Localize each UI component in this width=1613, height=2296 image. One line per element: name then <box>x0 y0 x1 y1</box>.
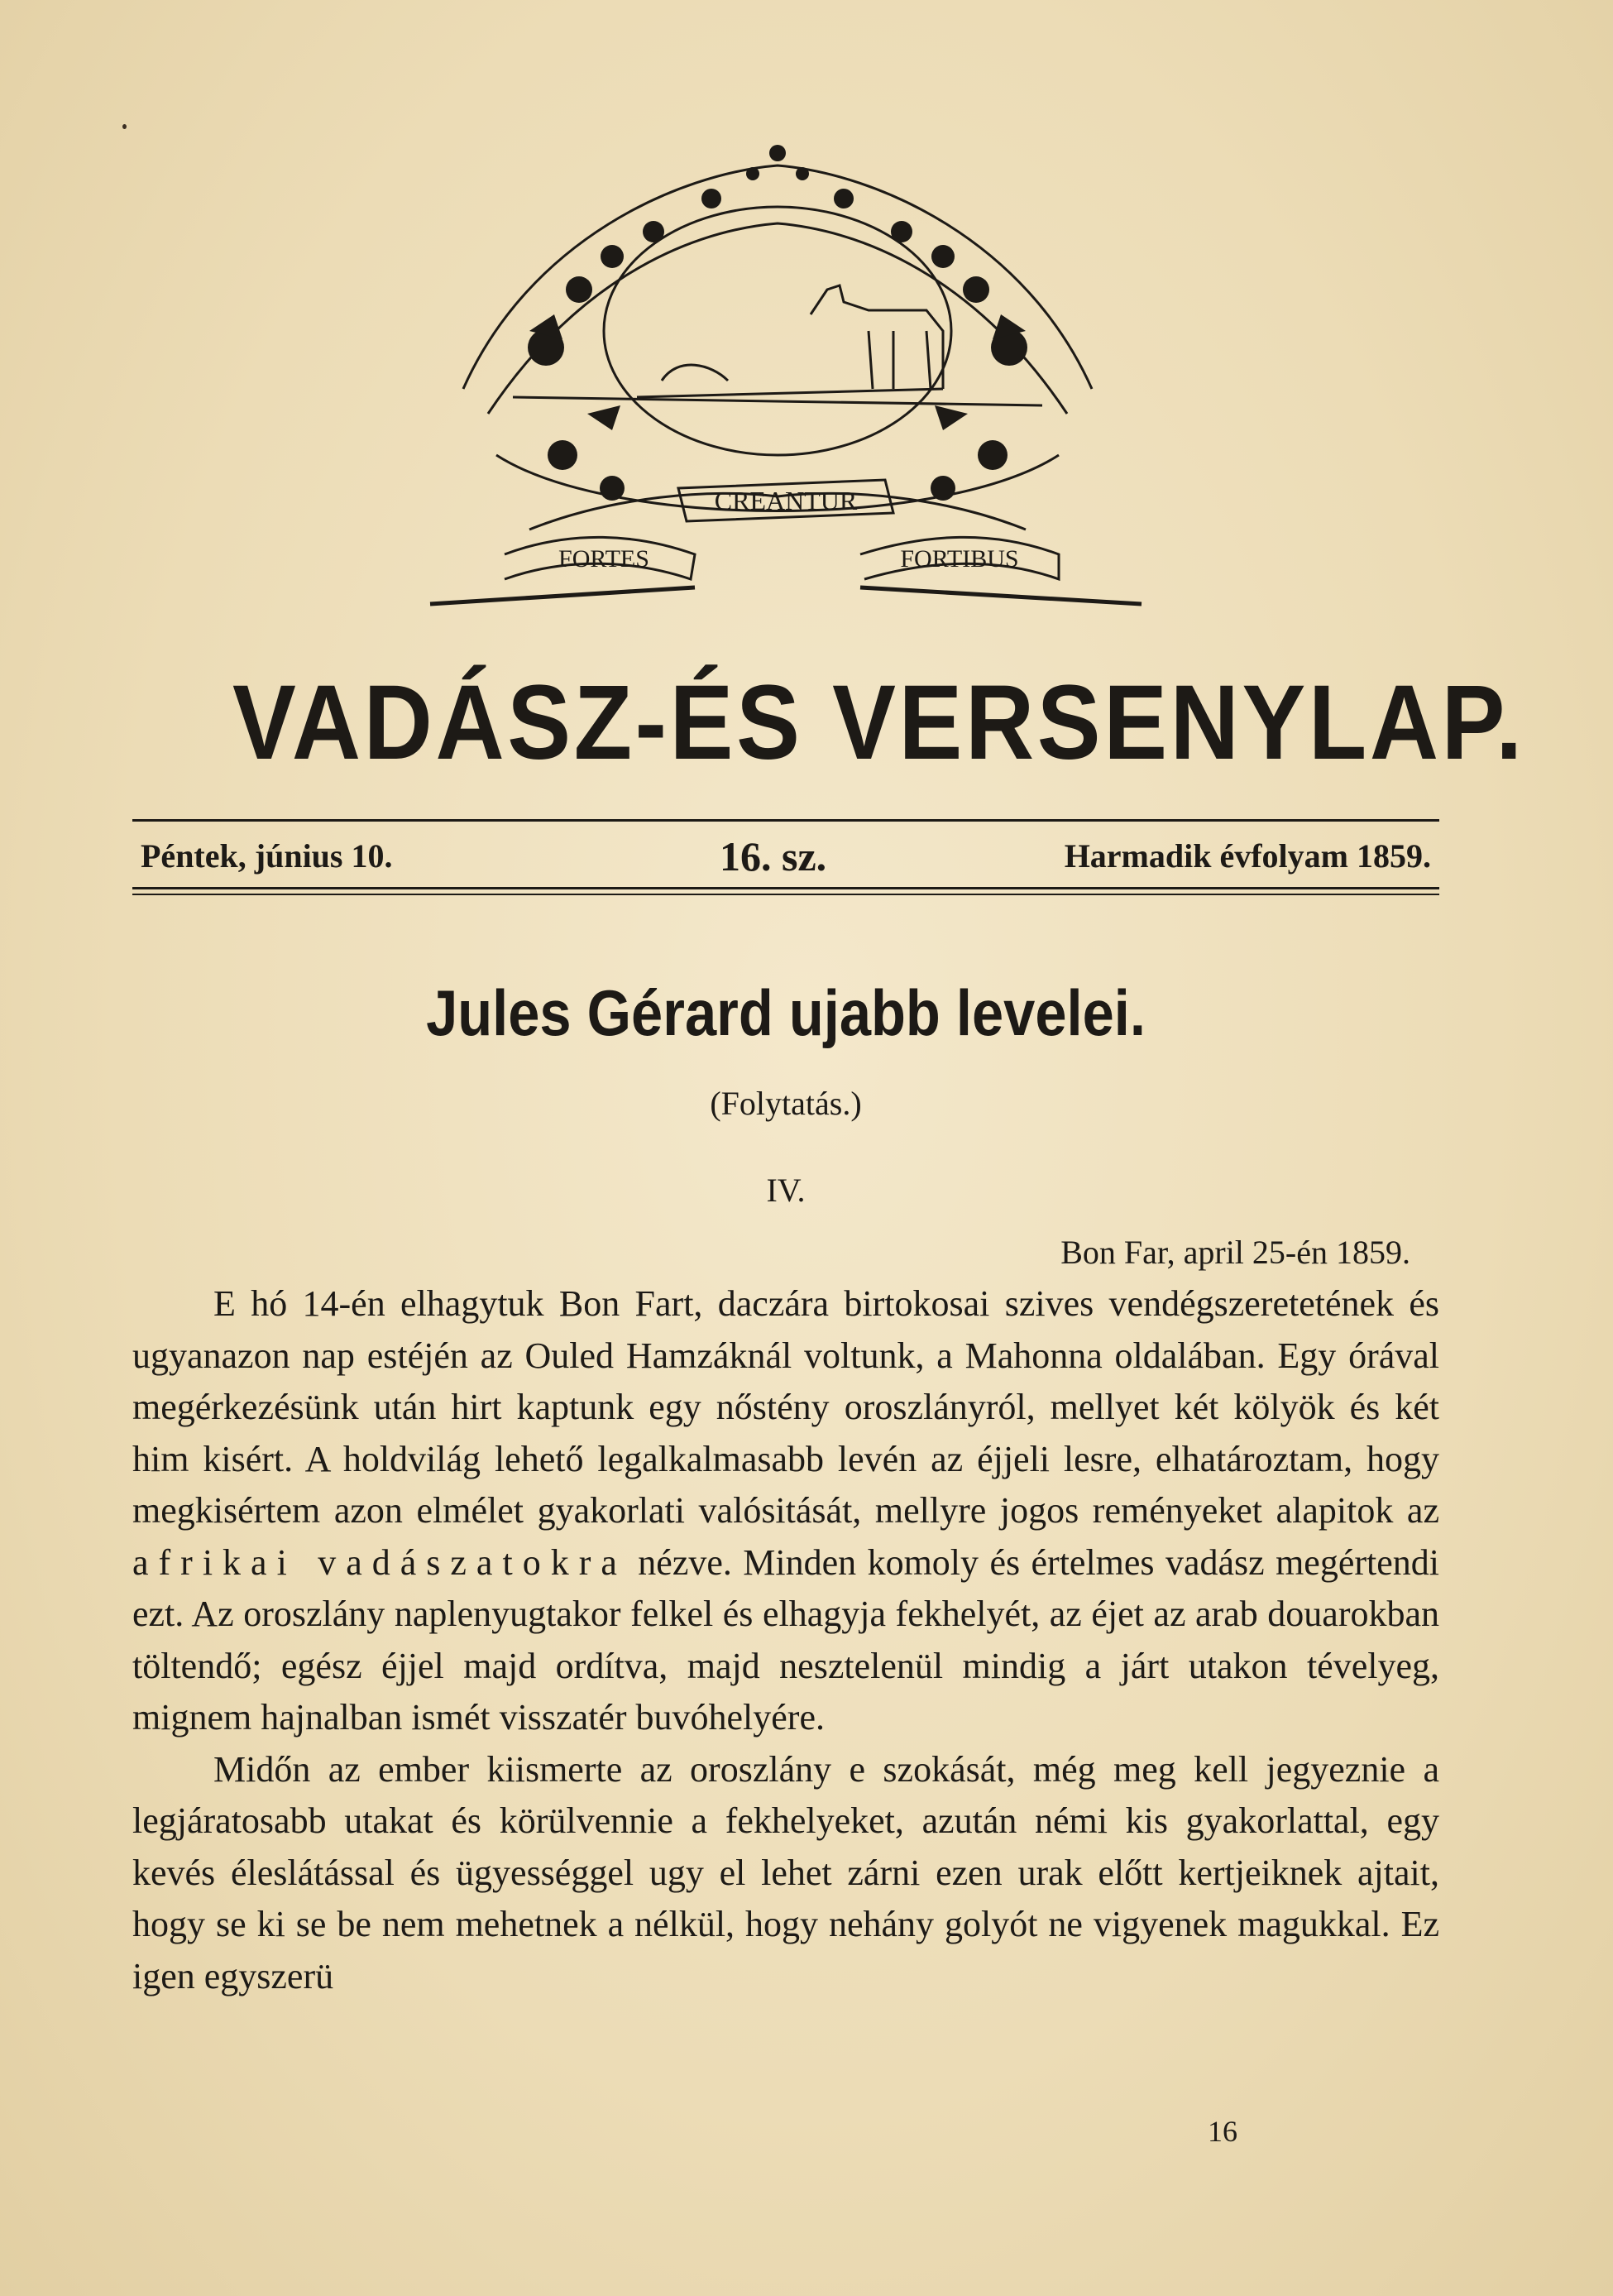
banner-right-text: FORTIBUS <box>900 545 1019 573</box>
masthead-rule-top <box>132 819 1439 822</box>
section-number: IV. <box>766 1172 806 1209</box>
article-title: Jules Gérard ujabb levelei. <box>426 976 1146 1049</box>
paragraph-1 <box>132 1278 1439 1744</box>
masthead-rule-bottom <box>132 887 1439 889</box>
article-body <box>132 1278 1439 2002</box>
letter-place-date: Bon Far, april 25-én 1859. <box>1060 1234 1410 1271</box>
page-number: 16 <box>1208 2115 1237 2148</box>
ink-speck <box>122 124 127 129</box>
paragraph-1-part-a: E hó 14-én elhagytuk Bon Fart, daczára birtokosai szives vendégszeretetének és ugyanazon nap estéjén az Ouled Hamzáknál voltunk, a Mahonna oldalában. Egy órával megérkezésünk után hirt kaptunk egy nőstény oroszlányról, mellyet két kölyök és két him kisért. A holdvilág lehető legalkalmasabb levén az éjjeli lesre, elhatároztam, hogy megkisértem azon elmélet gyakorlati valósitását, mellyre jogos reményeket alapitok az <box>132 1283 1439 1531</box>
masthead-title: VADÁSZ-ÉS VERSENYLAP. <box>232 664 1525 782</box>
paragraph-2: Midőn az ember kiismerte az oroszlány e szokását, még meg kell jegyeznie a legjáratosabb utakat és körülvennie a fekhelyeket, azután némi kis gyakorlattal, egy kevés éleslátással és ügyességgel ugy el lehet zárni ezen urak előtt kertjeiknek ajtait, hogy se ki se be nem mehetnek a nélkül, hogy nehány golyót ne vigyenek magukkal. Ez igen egyszerü <box>132 1748 1439 1996</box>
paragraph-1-spaced: afrikai vadászatokra <box>132 1541 627 1583</box>
masthead-rule-bottom-thin <box>132 894 1439 895</box>
volume-year: Harmadik évfolyam 1859. <box>1064 837 1431 875</box>
issue-number: 16. sz. <box>720 833 827 880</box>
banner-left-text: FORTES <box>558 545 649 573</box>
paragraph-1-part-b: nézve. Minden komoly és értelmes vadász megértendi ezt. Az oroszlány naplenyugtakor felkel és elhagyja fekhelyét, az éjet az arab douarokban töltendő; egész éjjel majd ordítva, majd nesztelenül mindig a járt utakon tévelyeg, mignem hajnalban ismét visszatér buvóhelyére. <box>132 1541 1439 1738</box>
article-subtitle: (Folytatás.) <box>710 1085 862 1122</box>
masthead-vignette <box>364 141 1191 654</box>
banner-top-text: CREANTUR <box>714 486 858 515</box>
dateline <box>141 832 1431 881</box>
issue-date: Péntek, június 10. <box>141 837 393 875</box>
